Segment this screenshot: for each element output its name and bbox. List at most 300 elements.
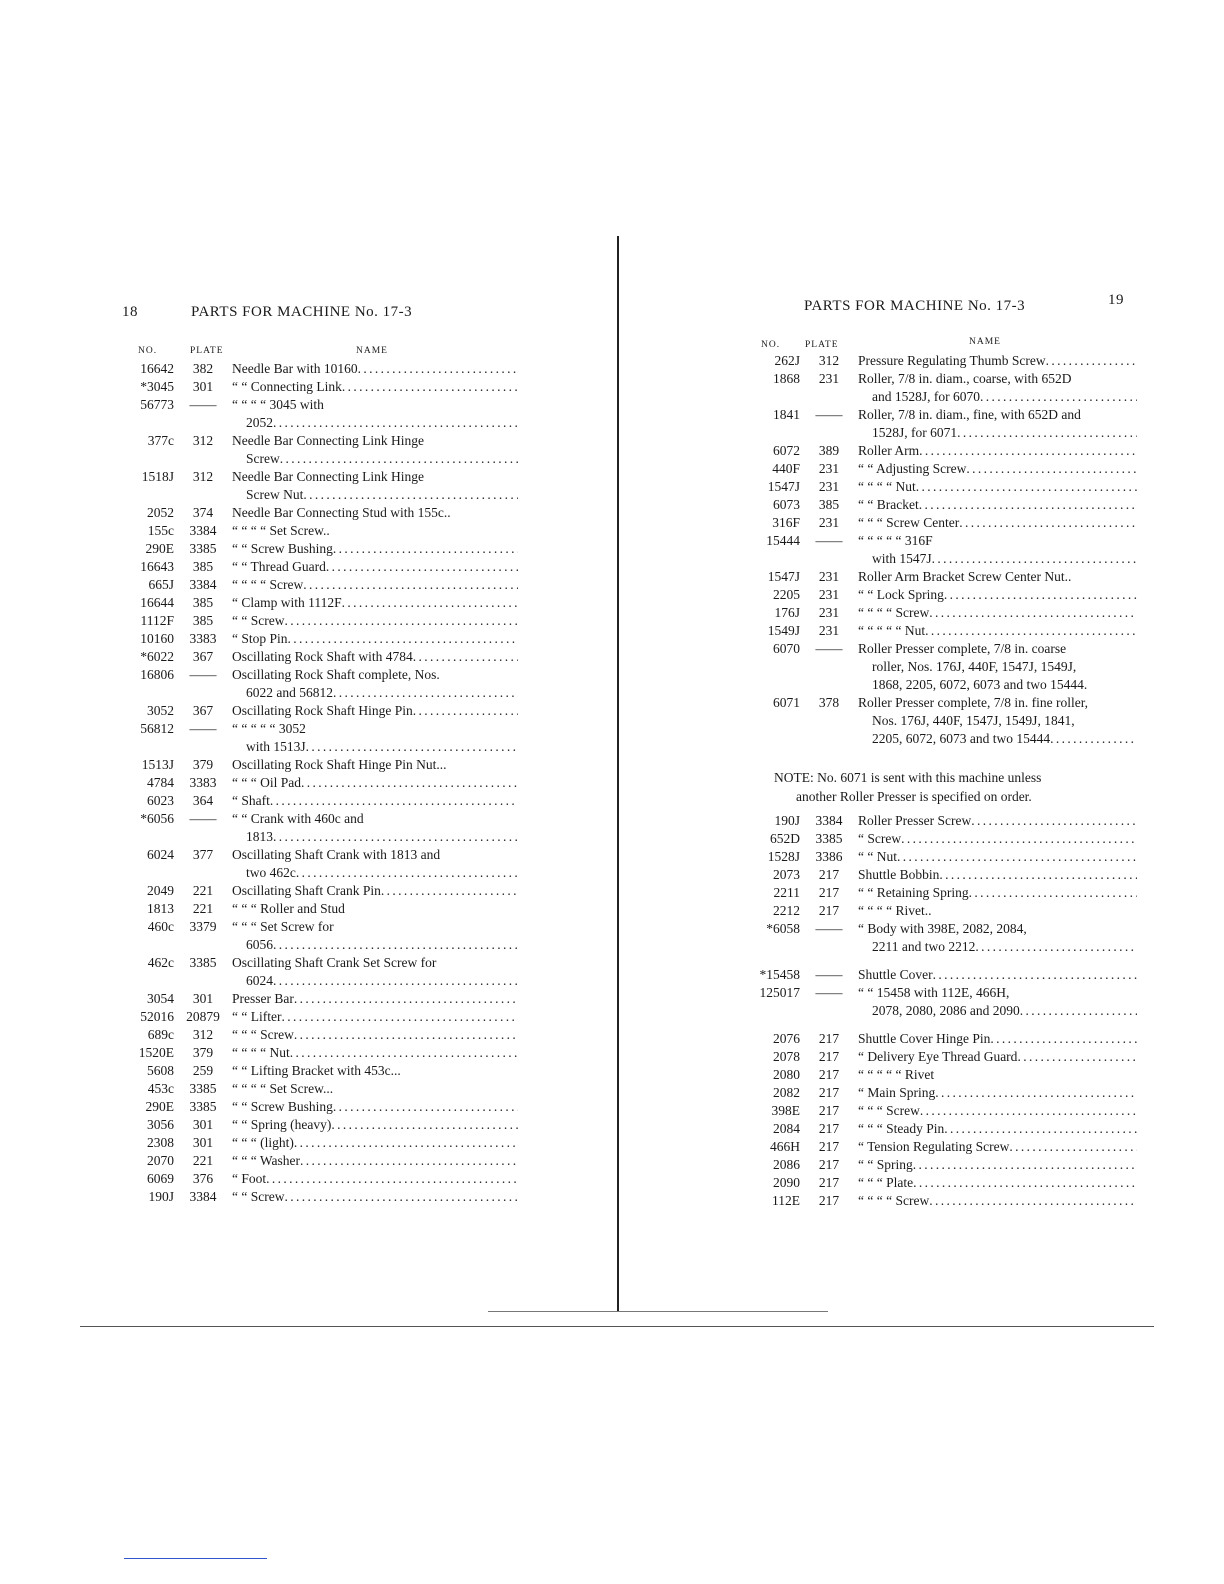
part-number: 155c [147, 523, 174, 538]
part-name-line: “ “ “ “ Rivet.. [858, 903, 932, 918]
part-name [858, 532, 1137, 568]
table-row [744, 496, 1137, 514]
part-name [232, 720, 518, 756]
part-name [232, 1188, 518, 1206]
part-number: 2084 [773, 1121, 800, 1136]
part-number: 16642 [140, 361, 174, 376]
table-row [744, 1192, 1137, 1210]
part-number: 2073 [773, 867, 800, 882]
part-number: 2076 [773, 1031, 800, 1046]
table-row [118, 882, 518, 900]
part-name [858, 884, 1137, 902]
part-name-line: 6022 and 56812 [246, 685, 333, 700]
part-number: 16806 [140, 667, 174, 682]
part-name-line: “ “ Screw [232, 613, 285, 628]
table-row [744, 1030, 1137, 1048]
table-row [118, 1152, 518, 1170]
part-name [858, 830, 1137, 848]
part-name-line: “ “ Nut [858, 849, 897, 864]
table-row [118, 396, 518, 432]
part-name [232, 630, 518, 648]
part-name-line: “ Shaft [232, 793, 270, 808]
part-name-line: “ “ “ Screw Center [858, 515, 960, 530]
part-name-line: “ “ “ “ “ Nut [858, 623, 926, 638]
link-underline [124, 1558, 267, 1559]
part-name [232, 612, 518, 630]
plate-number: 3385 [189, 541, 217, 556]
part-name-line: “ “ “ Set Screw for [232, 919, 334, 934]
part-name [232, 918, 518, 954]
plate-number: 301 [192, 1117, 214, 1132]
part-name-line: “ “ Screw [232, 1189, 285, 1204]
part-name [232, 558, 518, 576]
part-name-line: two 462c [246, 865, 296, 880]
table-row [744, 460, 1137, 478]
plate-number: 20879 [186, 1009, 220, 1024]
part-name [858, 1138, 1137, 1156]
part-name-line: “ “ “ Screw [232, 1027, 294, 1042]
parts-table [744, 352, 1137, 748]
table-row [744, 478, 1137, 496]
part-name-line: Roller Presser complete, 7/8 in. fine roller, [858, 695, 1089, 710]
part-name [858, 622, 1137, 640]
plate-number: 364 [192, 793, 214, 808]
part-number: *6058 [766, 921, 800, 936]
part-name [858, 694, 1137, 748]
part-name [858, 442, 1137, 460]
part-name [232, 702, 518, 720]
part-number: 6023 [147, 793, 174, 808]
part-name-line: “ Tension Regulating Screw [858, 1139, 1010, 1154]
part-name-line: “ “ “ Roller and Stud [232, 901, 345, 916]
part-number: 1513J [141, 757, 174, 772]
part-name [858, 604, 1137, 622]
plate-number: 231 [818, 371, 840, 386]
table-row [744, 640, 1137, 694]
plate-number: —— [815, 985, 843, 1000]
plate-number: 231 [818, 515, 840, 530]
part-number: 466H [770, 1139, 800, 1154]
plate-number: 231 [818, 587, 840, 602]
part-name-line: “ “ Bracket [858, 497, 919, 512]
plate-number: —— [815, 533, 843, 548]
part-number: 377c [147, 433, 174, 448]
part-name-line: with 1547J [872, 551, 932, 566]
part-number: *6022 [140, 649, 174, 664]
part-name-line: 2078, 2080, 2086 and 2090 [872, 1003, 1020, 1018]
part-name-line: “ “ Thread Guard [232, 559, 326, 574]
table-row [118, 576, 518, 594]
part-number: 2212 [773, 903, 800, 918]
part-number: 262J [774, 353, 800, 368]
part-number: 1520E [138, 1045, 174, 1060]
plate-number: 3384 [189, 1189, 217, 1204]
part-name-line: and 1528J, for 6070 [872, 389, 980, 404]
part-number: 1868 [773, 371, 800, 386]
table-row [744, 586, 1137, 604]
table-row [118, 648, 518, 666]
plate-number: 378 [818, 695, 840, 710]
part-name-line: 1528J, for 6071 [872, 425, 958, 440]
column-header-plate: PLATE [190, 346, 224, 356]
part-number: 190J [148, 1189, 174, 1204]
part-name [858, 478, 1137, 496]
table-row [118, 540, 518, 558]
part-name [858, 514, 1137, 532]
part-number: 4784 [147, 775, 174, 790]
part-name-line: Oscillating Rock Shaft complete, Nos. [232, 667, 440, 682]
part-name-line: Oscillating Shaft Crank Pin [232, 883, 381, 898]
plate-number: 217 [818, 1175, 840, 1190]
part-name [232, 378, 518, 396]
plate-number: 217 [818, 1085, 840, 1100]
part-name-line: “ “ “ “ 3045 with [232, 397, 324, 412]
plate-number: 3383 [189, 775, 217, 790]
table-row [744, 604, 1137, 622]
plate-number: 379 [192, 757, 214, 772]
part-name-line: “ Clamp with 1112F [232, 595, 342, 610]
part-name-line: “ “ “ Oil Pad [232, 775, 301, 790]
plate-number: 3385 [189, 1099, 217, 1114]
part-number: 52016 [140, 1009, 174, 1024]
table-row [118, 1170, 518, 1188]
part-name [232, 1062, 518, 1080]
plate-number: 231 [818, 605, 840, 620]
part-name-line: Screw Nut [246, 487, 304, 502]
table-row [744, 622, 1137, 640]
plate-number: 221 [192, 883, 214, 898]
part-name [232, 774, 518, 792]
plate-number: 3385 [189, 955, 217, 970]
part-number: 1841 [773, 407, 800, 422]
part-name [232, 522, 518, 540]
plate-number: 217 [818, 1049, 840, 1064]
table-row [744, 514, 1137, 532]
part-name-line: Roller Presser complete, 7/8 in. coarse [858, 641, 1067, 656]
part-number: 56773 [140, 397, 174, 412]
part-name-line: “ Stop Pin [232, 631, 288, 646]
part-name [858, 966, 1137, 984]
plate-number: —— [815, 921, 843, 936]
part-number: 2211 [773, 885, 800, 900]
part-number: 2086 [773, 1157, 800, 1172]
part-name [232, 1116, 518, 1134]
part-name-line: “ “ “ Steady Pin [858, 1121, 945, 1136]
table-row [118, 558, 518, 576]
table-row [118, 792, 518, 810]
table-row [118, 612, 518, 630]
part-name-line: “ “ “ “ Nut [858, 479, 916, 494]
part-name [232, 1170, 518, 1188]
part-name-line: “ “ Spring (heavy) [232, 1117, 332, 1132]
part-name [232, 1026, 518, 1044]
table-row [118, 1134, 518, 1152]
part-name [858, 902, 1137, 920]
part-name-line: “ “ Lifting Bracket with 453c... [232, 1063, 401, 1078]
part-name-line: “ “ “ “ Nut [232, 1045, 290, 1060]
part-number: 440F [772, 461, 800, 476]
part-name [858, 370, 1137, 406]
part-name-line: “ “ Lifter [232, 1009, 282, 1024]
plate-number: 3379 [189, 919, 217, 934]
part-number: 2052 [147, 505, 174, 520]
plate-number: 221 [192, 901, 214, 916]
plate-number: 217 [818, 1193, 840, 1208]
part-number: 2090 [773, 1175, 800, 1190]
part-name [858, 1192, 1137, 1210]
table-row [118, 1008, 518, 1026]
part-number: 316F [772, 515, 800, 530]
table-row [744, 568, 1137, 586]
part-number: 6072 [773, 443, 800, 458]
part-name-line: “ “ Crank with 460c and [232, 811, 364, 826]
column-header-no: NO. [761, 340, 781, 350]
plate-number: 312 [192, 469, 214, 484]
part-name-line: “ “ “ “ Screw [858, 1193, 930, 1208]
part-name-line: “ “ “ “ Screw [858, 605, 930, 620]
plate-number: —— [815, 641, 843, 656]
plate-number: 3385 [189, 1081, 217, 1096]
table-row [118, 1080, 518, 1098]
part-number: 112E [772, 1193, 800, 1208]
table-row [744, 442, 1137, 460]
part-name-line: “ “ “ “ Screw [232, 577, 304, 592]
part-name-line: Oscillating Shaft Crank with 1813 and [232, 847, 441, 862]
part-name-line: “ “ Spring [858, 1157, 913, 1172]
part-name-line: Needle Bar Connecting Link Hinge [232, 433, 424, 448]
note-line-1: NOTE: No. 6071 is sent with this machine unless [774, 770, 1042, 785]
part-name-line: Shuttle Bobbin [858, 867, 940, 882]
plate-number: 3386 [815, 849, 843, 864]
part-name [232, 1080, 518, 1098]
table-row [118, 900, 518, 918]
plate-number: 301 [192, 379, 214, 394]
plate-number: 376 [192, 1171, 214, 1186]
part-number: 15444 [766, 533, 800, 548]
page-number: 18 [122, 304, 138, 320]
part-name [858, 1048, 1137, 1066]
part-number: 6024 [147, 847, 174, 862]
part-name-line: Shuttle Cover [858, 967, 933, 982]
table-row [118, 774, 518, 792]
plate-number: 231 [818, 479, 840, 494]
part-name-line: “ “ “ Washer [232, 1153, 301, 1168]
part-name-line: “ “ “ Screw [858, 1103, 920, 1118]
plate-number: 374 [192, 505, 214, 520]
part-number: 176J [774, 605, 800, 620]
part-number: 6073 [773, 497, 800, 512]
part-number: 6070 [773, 641, 800, 656]
part-name [232, 900, 518, 918]
part-number: 190J [774, 813, 800, 828]
part-name-line: “ “ Retaining Spring [858, 885, 969, 900]
part-name-line: “ “ “ (light) [232, 1135, 294, 1150]
part-number: 125017 [759, 985, 800, 1000]
table-row [118, 954, 518, 990]
part-name-line: Screw [246, 451, 280, 466]
part-name [858, 640, 1137, 694]
part-name-line: “ Foot [232, 1171, 267, 1186]
table-row [744, 884, 1137, 902]
table-row [744, 1120, 1137, 1138]
part-name-line: 1868, 2205, 6072, 6073 and two 15444. [872, 677, 1088, 692]
part-name-line: “ “ Connecting Link [232, 379, 342, 394]
order-note [774, 768, 1041, 806]
part-name [858, 1156, 1137, 1174]
part-name-line: “ “ “ “ “ 3052 [232, 721, 306, 736]
part-name [858, 848, 1137, 866]
table-row [118, 846, 518, 882]
plate-number: 217 [818, 1103, 840, 1118]
part-name-line: Oscillating Rock Shaft Hinge Pin Nut... [232, 757, 447, 772]
part-name-line: “ Delivery Eye Thread Guard [858, 1049, 1018, 1064]
part-number: *6056 [140, 811, 174, 826]
part-number: 652D [770, 831, 800, 846]
part-name [858, 1174, 1137, 1192]
table-row [118, 1188, 518, 1206]
part-number: 6071 [773, 695, 800, 710]
part-name [232, 756, 518, 774]
part-name [858, 568, 1137, 586]
part-number: 2078 [773, 1049, 800, 1064]
part-number: 2082 [773, 1085, 800, 1100]
part-name-line: “ Main Spring [858, 1085, 936, 1100]
part-name [858, 460, 1137, 478]
part-name [232, 504, 518, 522]
column-header-plate: PLATE [805, 340, 839, 350]
plate-number: 367 [192, 703, 214, 718]
part-name-line: “ “ “ Plate [858, 1175, 914, 1190]
plate-number: 217 [818, 867, 840, 882]
part-number: 2049 [147, 883, 174, 898]
plate-number: 231 [818, 569, 840, 584]
part-number: 1813 [147, 901, 174, 916]
part-name [858, 866, 1137, 884]
part-name-line: “ “ Screw Bushing [232, 1099, 333, 1114]
plate-number: 259 [192, 1063, 214, 1078]
plate-number: 382 [192, 361, 214, 376]
plate-number: 231 [818, 623, 840, 638]
part-number: 1112F [140, 613, 174, 628]
scan-mark-line [488, 1311, 828, 1312]
part-name [858, 406, 1137, 442]
part-number: 2205 [773, 587, 800, 602]
column-header-name: NAME [356, 346, 388, 356]
plate-number: 379 [192, 1045, 214, 1060]
part-name [232, 576, 518, 594]
table-row [744, 1084, 1137, 1102]
plate-number: —— [189, 721, 217, 736]
table-row [118, 432, 518, 468]
part-number: 1518J [141, 469, 174, 484]
part-name-line: 1813 [246, 829, 273, 844]
part-number: 2308 [147, 1135, 174, 1150]
plate-number: 312 [192, 1027, 214, 1042]
page-number: 19 [1108, 292, 1124, 308]
part-number: 16644 [140, 595, 174, 610]
part-name [232, 540, 518, 558]
part-name-line: Roller, 7/8 in. diam., coarse, with 652D [858, 371, 1072, 386]
part-name-line: 2052 [246, 415, 273, 430]
table-row [118, 918, 518, 954]
plate-number: 301 [192, 1135, 214, 1150]
part-name-line: 6024 [246, 973, 273, 988]
part-name [232, 594, 518, 612]
part-name-line: Nos. 176J, 440F, 1547J, 1549J, 1841, [872, 713, 1075, 728]
plate-number: 385 [192, 613, 214, 628]
part-number: 10160 [140, 631, 174, 646]
plate-number: 301 [192, 991, 214, 1006]
part-name-line: with 1513J [246, 739, 306, 754]
part-name [232, 468, 518, 504]
plate-number: 217 [818, 1031, 840, 1046]
part-name [232, 810, 518, 846]
table-row [744, 966, 1137, 984]
table-row [744, 1156, 1137, 1174]
plate-number: 3384 [189, 577, 217, 592]
part-number: 453c [147, 1081, 174, 1096]
part-name [858, 352, 1137, 370]
part-name [858, 812, 1137, 830]
plate-number: 377 [192, 847, 214, 862]
part-number: 1547J [767, 479, 800, 494]
column-header-no: NO. [138, 346, 158, 356]
part-number: 2080 [773, 1067, 800, 1082]
parts-table-continued [744, 812, 1137, 1210]
table-row [744, 902, 1137, 920]
table-row [744, 1102, 1137, 1120]
part-name-line: “ “ Screw Bushing [232, 541, 333, 556]
part-name-line: Roller Presser Screw [858, 813, 972, 828]
part-name-line: “ “ “ “ Set Screw.. [232, 523, 330, 538]
part-name [232, 1152, 518, 1170]
part-name [858, 1120, 1137, 1138]
table-row [118, 1044, 518, 1062]
part-name-line: Needle Bar Connecting Stud with 155c.. [232, 505, 451, 520]
plate-number: 385 [192, 595, 214, 610]
part-name [232, 648, 518, 666]
table-row [744, 1174, 1137, 1192]
table-row [118, 990, 518, 1008]
plate-number: 389 [818, 443, 840, 458]
part-name [858, 1084, 1137, 1102]
part-name-line: roller, Nos. 176J, 440F, 1547J, 1549J, [872, 659, 1077, 674]
part-name [232, 954, 518, 990]
part-number: 1528J [767, 849, 800, 864]
part-name [232, 1008, 518, 1026]
part-name-line: “ “ 15458 with 112E, 466H, [858, 985, 1010, 1000]
plate-number: 3383 [189, 631, 217, 646]
part-number: 689c [147, 1027, 174, 1042]
table-row [744, 848, 1137, 866]
table-row [118, 666, 518, 702]
part-number: 2070 [147, 1153, 174, 1168]
part-number: 462c [147, 955, 174, 970]
part-name-line: Oscillating Rock Shaft with 4784 [232, 649, 413, 664]
part-name [858, 586, 1137, 604]
part-name-line: “ “ Lock Spring [858, 587, 944, 602]
plate-number: 3384 [189, 523, 217, 538]
part-name-line: Presser Bar [232, 991, 294, 1006]
plate-number: 3385 [815, 831, 843, 846]
part-number: 460c [147, 919, 174, 934]
plate-number: —— [815, 967, 843, 982]
part-name [858, 920, 1137, 956]
part-name-line: “ “ “ “ “ 316F [858, 533, 933, 548]
part-name-line: Shuttle Cover Hinge Pin [858, 1031, 991, 1046]
plate-number: —— [189, 811, 217, 826]
plate-number: 221 [192, 1153, 214, 1168]
